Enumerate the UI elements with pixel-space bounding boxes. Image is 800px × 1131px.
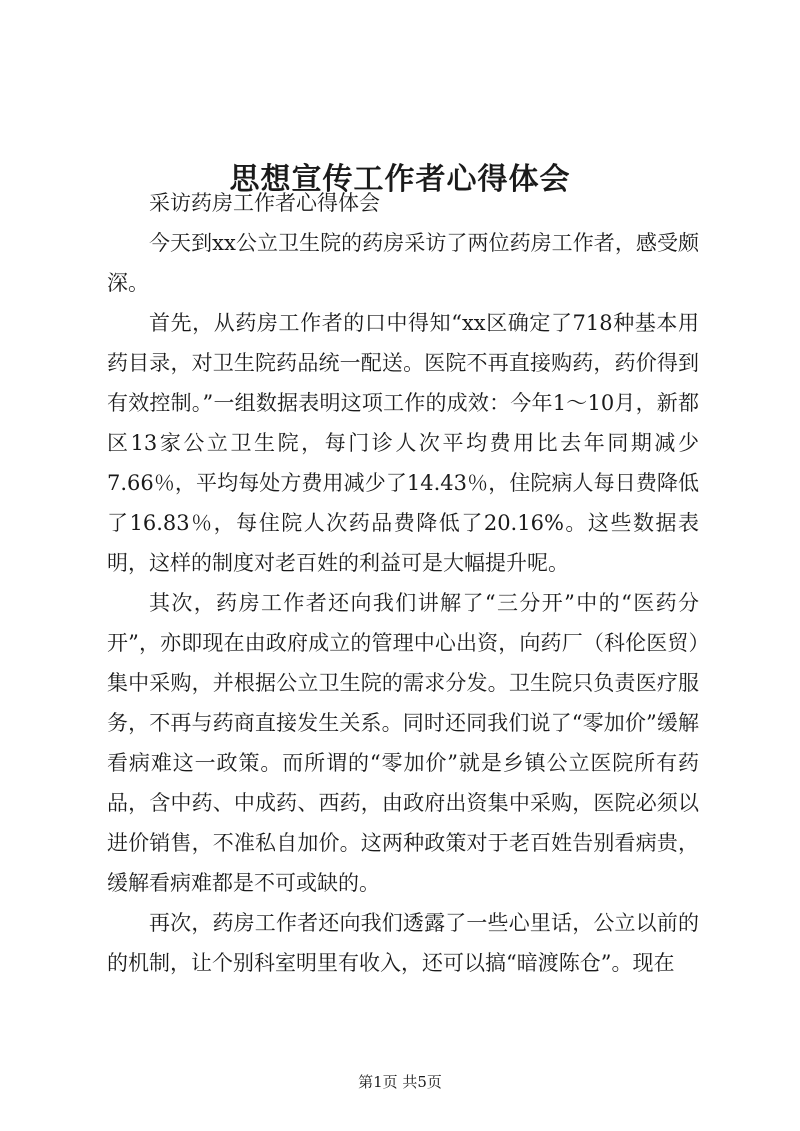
paragraph-second: 其次，药房工作者还向我们讲解了“三分开”中的“医药分开”，亦即现在由政府成立的管理中心出资，向药厂（科伦医贸）集中采购，并根据公立卫生院的需求分发。卫生院只负责医疗服务，不再与药商直接发生关系。同时还同我们说了“零加价”缓解看病难这一政策。而所谓的“零加价”就是乡镇公立医院所有药品，含中药、中成药、西药，由政府出资集中采购，医院必须以进价销售，不准私自加价。这两种政策对于老百姓告别看病贵，缓解看病难都是不可或缺的。	[107, 591, 699, 895]
document-body	[107, 183, 699, 983]
document-title: 思想宣传工作者心得体会	[229, 162, 571, 198]
paragraph-intro: 今天到xx公立卫生院的药房采访了两位药房工作者，感受颇深。	[107, 231, 699, 295]
paragraph-first: 首先，从药房工作者的口中得知“xx区确定了718种基本用药目录，对卫生院药品统一配送。医院不再直接购药，药价得到有效控制。”一组数据表明这项工作的成效：今年1～10月，新都区13家公立卫生院，每门诊人次平均费用比去年同期减少7.66％，平均每处方费用减少了14.43％，住院病人每日费降低了16.83％，每住院人次药品费降低了20.16%。这些数据表明，这样的制度对老百姓的利益可是大幅提升呢。	[107, 311, 699, 575]
paragraph-third: 再次，药房工作者还向我们透露了一些心里话，公立以前的的机制，让个别科室明里有收入，还可以搞“暗渡陈仓”。现在	[107, 911, 699, 975]
page-number-footer: 第1页 共5页	[358, 1073, 442, 1091]
paragraph-subtitle: 采访药房工作者心得体会	[149, 191, 380, 215]
